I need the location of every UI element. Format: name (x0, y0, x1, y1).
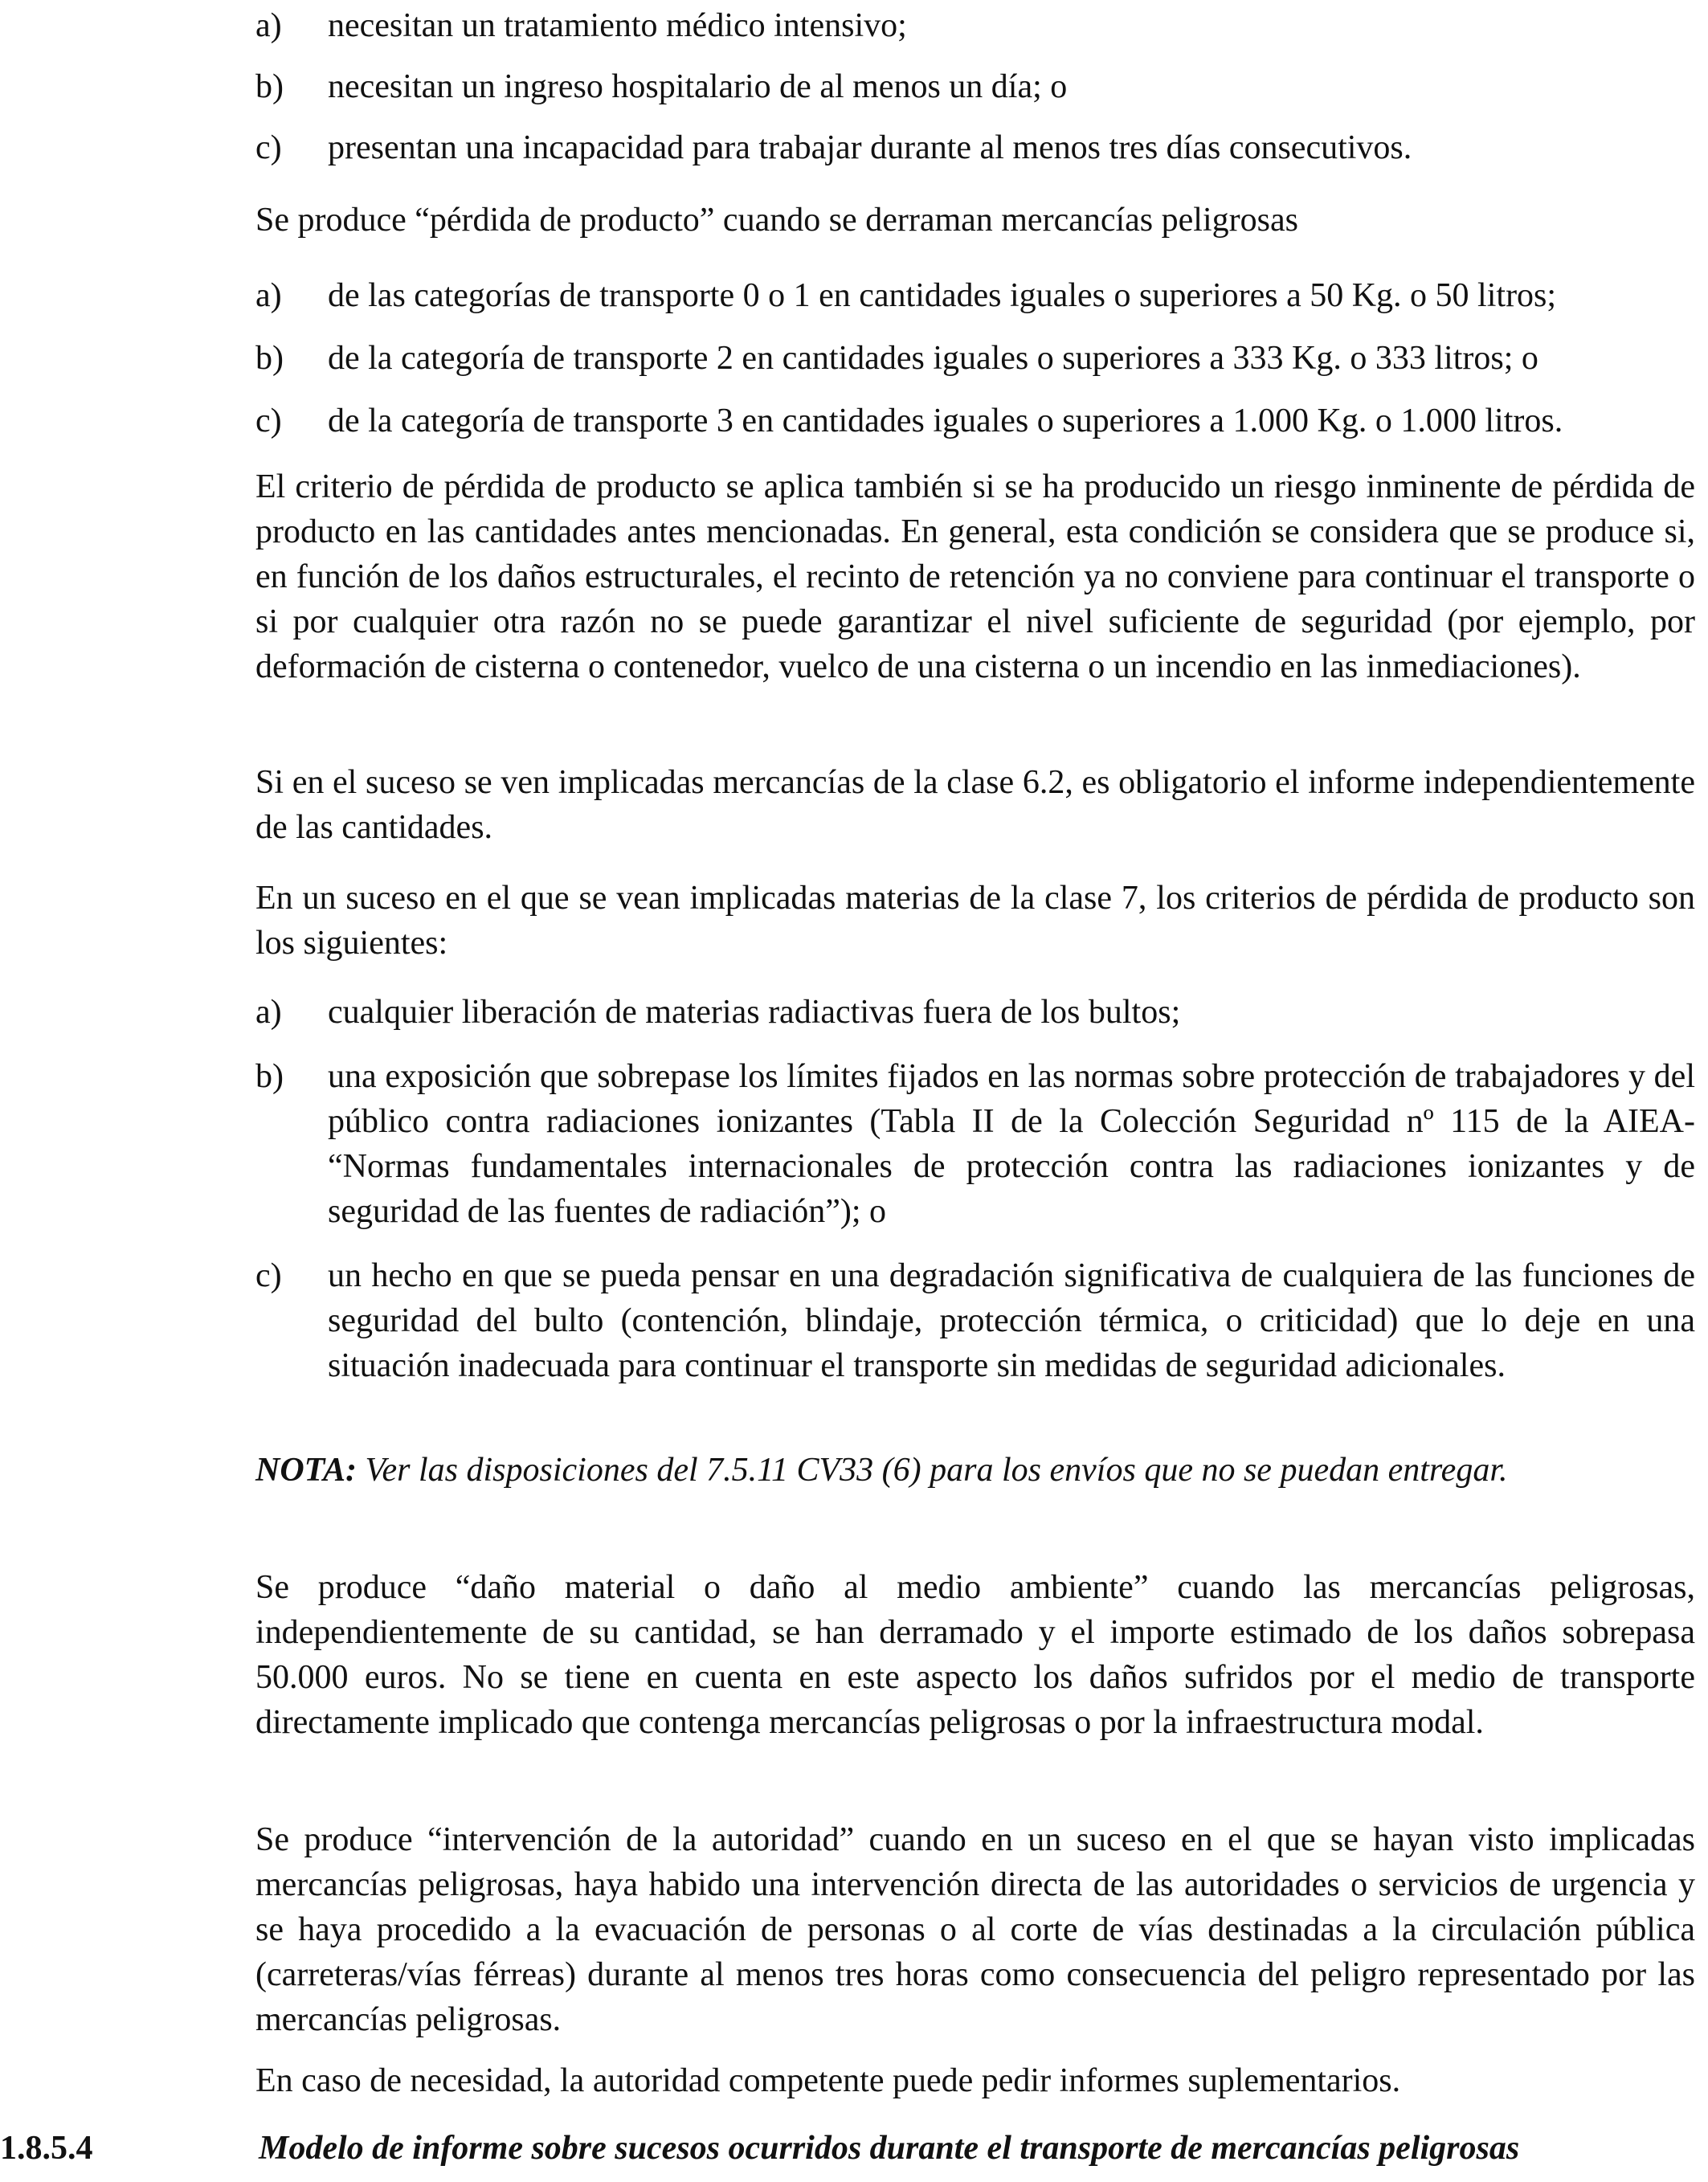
note-label: NOTA: (255, 1452, 357, 1489)
list-item (255, 1253, 1695, 1388)
list-item (255, 273, 1695, 318)
list-item-text: necesitan un tratamiento médico intensivo; (328, 7, 907, 44)
list-marker: c) (255, 129, 282, 166)
list-marker: a) (255, 277, 282, 314)
list-item-text: de la categoría de transporte 3 en cantidades iguales o superiores a 1.000 Kg. o 1.000 litros. (328, 402, 1563, 439)
paragraph-damage: Se produce “daño material o daño al medio ambiente” cuando las mercancías peligrosas, independientemente de su cantidad, se han derramado y el importe estimado de los daños sobrepasa 50.000 euros. No se tiene en cuenta en este aspecto los daños sufridos por el medio de transporte directamente implicado que contenga mercancías peligrosas o por la infraestructura modal. (255, 1569, 1695, 1741)
list-item-text: de las categorías de transporte 0 o 1 en cantidades iguales o superiores a 50 Kg. o 50 litros; (328, 277, 1557, 314)
paragraph-supplementary: En caso de necesidad, la autoridad competente puede pedir informes suplementarios. (255, 2062, 1401, 2099)
paragraph-authority: Se produce “intervención de la autoridad” cuando en un suceso en el que se hayan visto implicadas mercancías peligrosas, haya habido una intervención directa de las autoridades o servicios de urgencia y se haya procedido a la evacuación de personas o al corte de vías destinadas a la circulación pública (carreteras/vías férreas) durante al menos tres horas como consecuencia del peligro representado por las mercancías peligrosas. (255, 1821, 1695, 2038)
list-item (255, 125, 1695, 170)
list-marker: b) (255, 68, 284, 105)
section-number: 1.8.5.4 (0, 2130, 93, 2167)
paragraph-class-6-2: Si en el suceso se ven implicadas mercancías de la clase 6.2, es obligatorio el informe independientemente de las cantidades. (255, 764, 1695, 846)
list-item (255, 336, 1695, 381)
list-marker: c) (255, 402, 282, 439)
list-marker: c) (255, 1257, 282, 1294)
list-item (255, 990, 1695, 1035)
note (255, 1448, 1695, 1493)
list-marker: a) (255, 994, 282, 1031)
list-marker: b) (255, 340, 284, 377)
list-item (255, 1054, 1695, 1234)
list-marker: a) (255, 7, 282, 44)
list-item-text: presentan una incapacidad para trabajar durante al menos tres días consecutivos. (328, 129, 1412, 166)
list-marker: b) (255, 1058, 284, 1095)
list-item-text: una exposición que sobrepase los límites fijados en las normas sobre protección de trabajadores y del público contra radiaciones ionizantes (Tabla II de la Colección Seguridad nº 115 de la AIEA- “Normas fundamentales internacionales de protección contra las radiaciones ionizantes y de seguridad de las fuentes de radiación”); o (328, 1058, 1695, 1230)
paragraph-product-loss: Se produce “pérdida de producto” cuando se derraman mercancías peligrosas (255, 202, 1298, 239)
list-item-text: cualquier liberación de materias radiactivas fuera de los bultos; (328, 994, 1181, 1031)
paragraph-class-7: En un suceso en el que se vean implicadas materias de la clase 7, los criterios de pérdida de producto son los siguientes: (255, 880, 1695, 962)
list-item-text: un hecho en que se pueda pensar en una degradación significativa de cualquiera de las funciones de seguridad del bulto (contención, blindaje, protección térmica, o criticidad) que lo deje en una situación inadecuada para continuar el transporte sin medidas de seguridad adicionales. (328, 1257, 1695, 1384)
note-text: Ver las disposiciones del 7.5.11 CV33 (6) para los envíos que no se puedan entregar. (357, 1452, 1508, 1489)
section-title: Modelo de informe sobre sucesos ocurridos durante el transporte de mercancías peligrosas (259, 2130, 1520, 2167)
list-item (255, 64, 1695, 109)
list-item (255, 3, 1695, 48)
list-item (255, 398, 1695, 443)
list-item-text: de la categoría de transporte 2 en cantidades iguales o superiores a 333 Kg. o 333 litros; o (328, 340, 1538, 377)
paragraph-criterion: El criterio de pérdida de producto se aplica también si se ha producido un riesgo inminente de pérdida de producto en las cantidades antes mencionadas. En general, esta condición se considera que se produce si, en función de los daños estructurales, el recinto de retención ya no conviene para continuar el transporte o si por cualquier otra razón no se puede garantizar el nivel suficiente de seguridad (por ejemplo, por deformación de cisterna o contenedor, vuelco de una cisterna o un incendio en las inmediaciones). (255, 468, 1695, 685)
list-item-text: necesitan un ingreso hospitalario de al menos un día; o (328, 68, 1068, 105)
